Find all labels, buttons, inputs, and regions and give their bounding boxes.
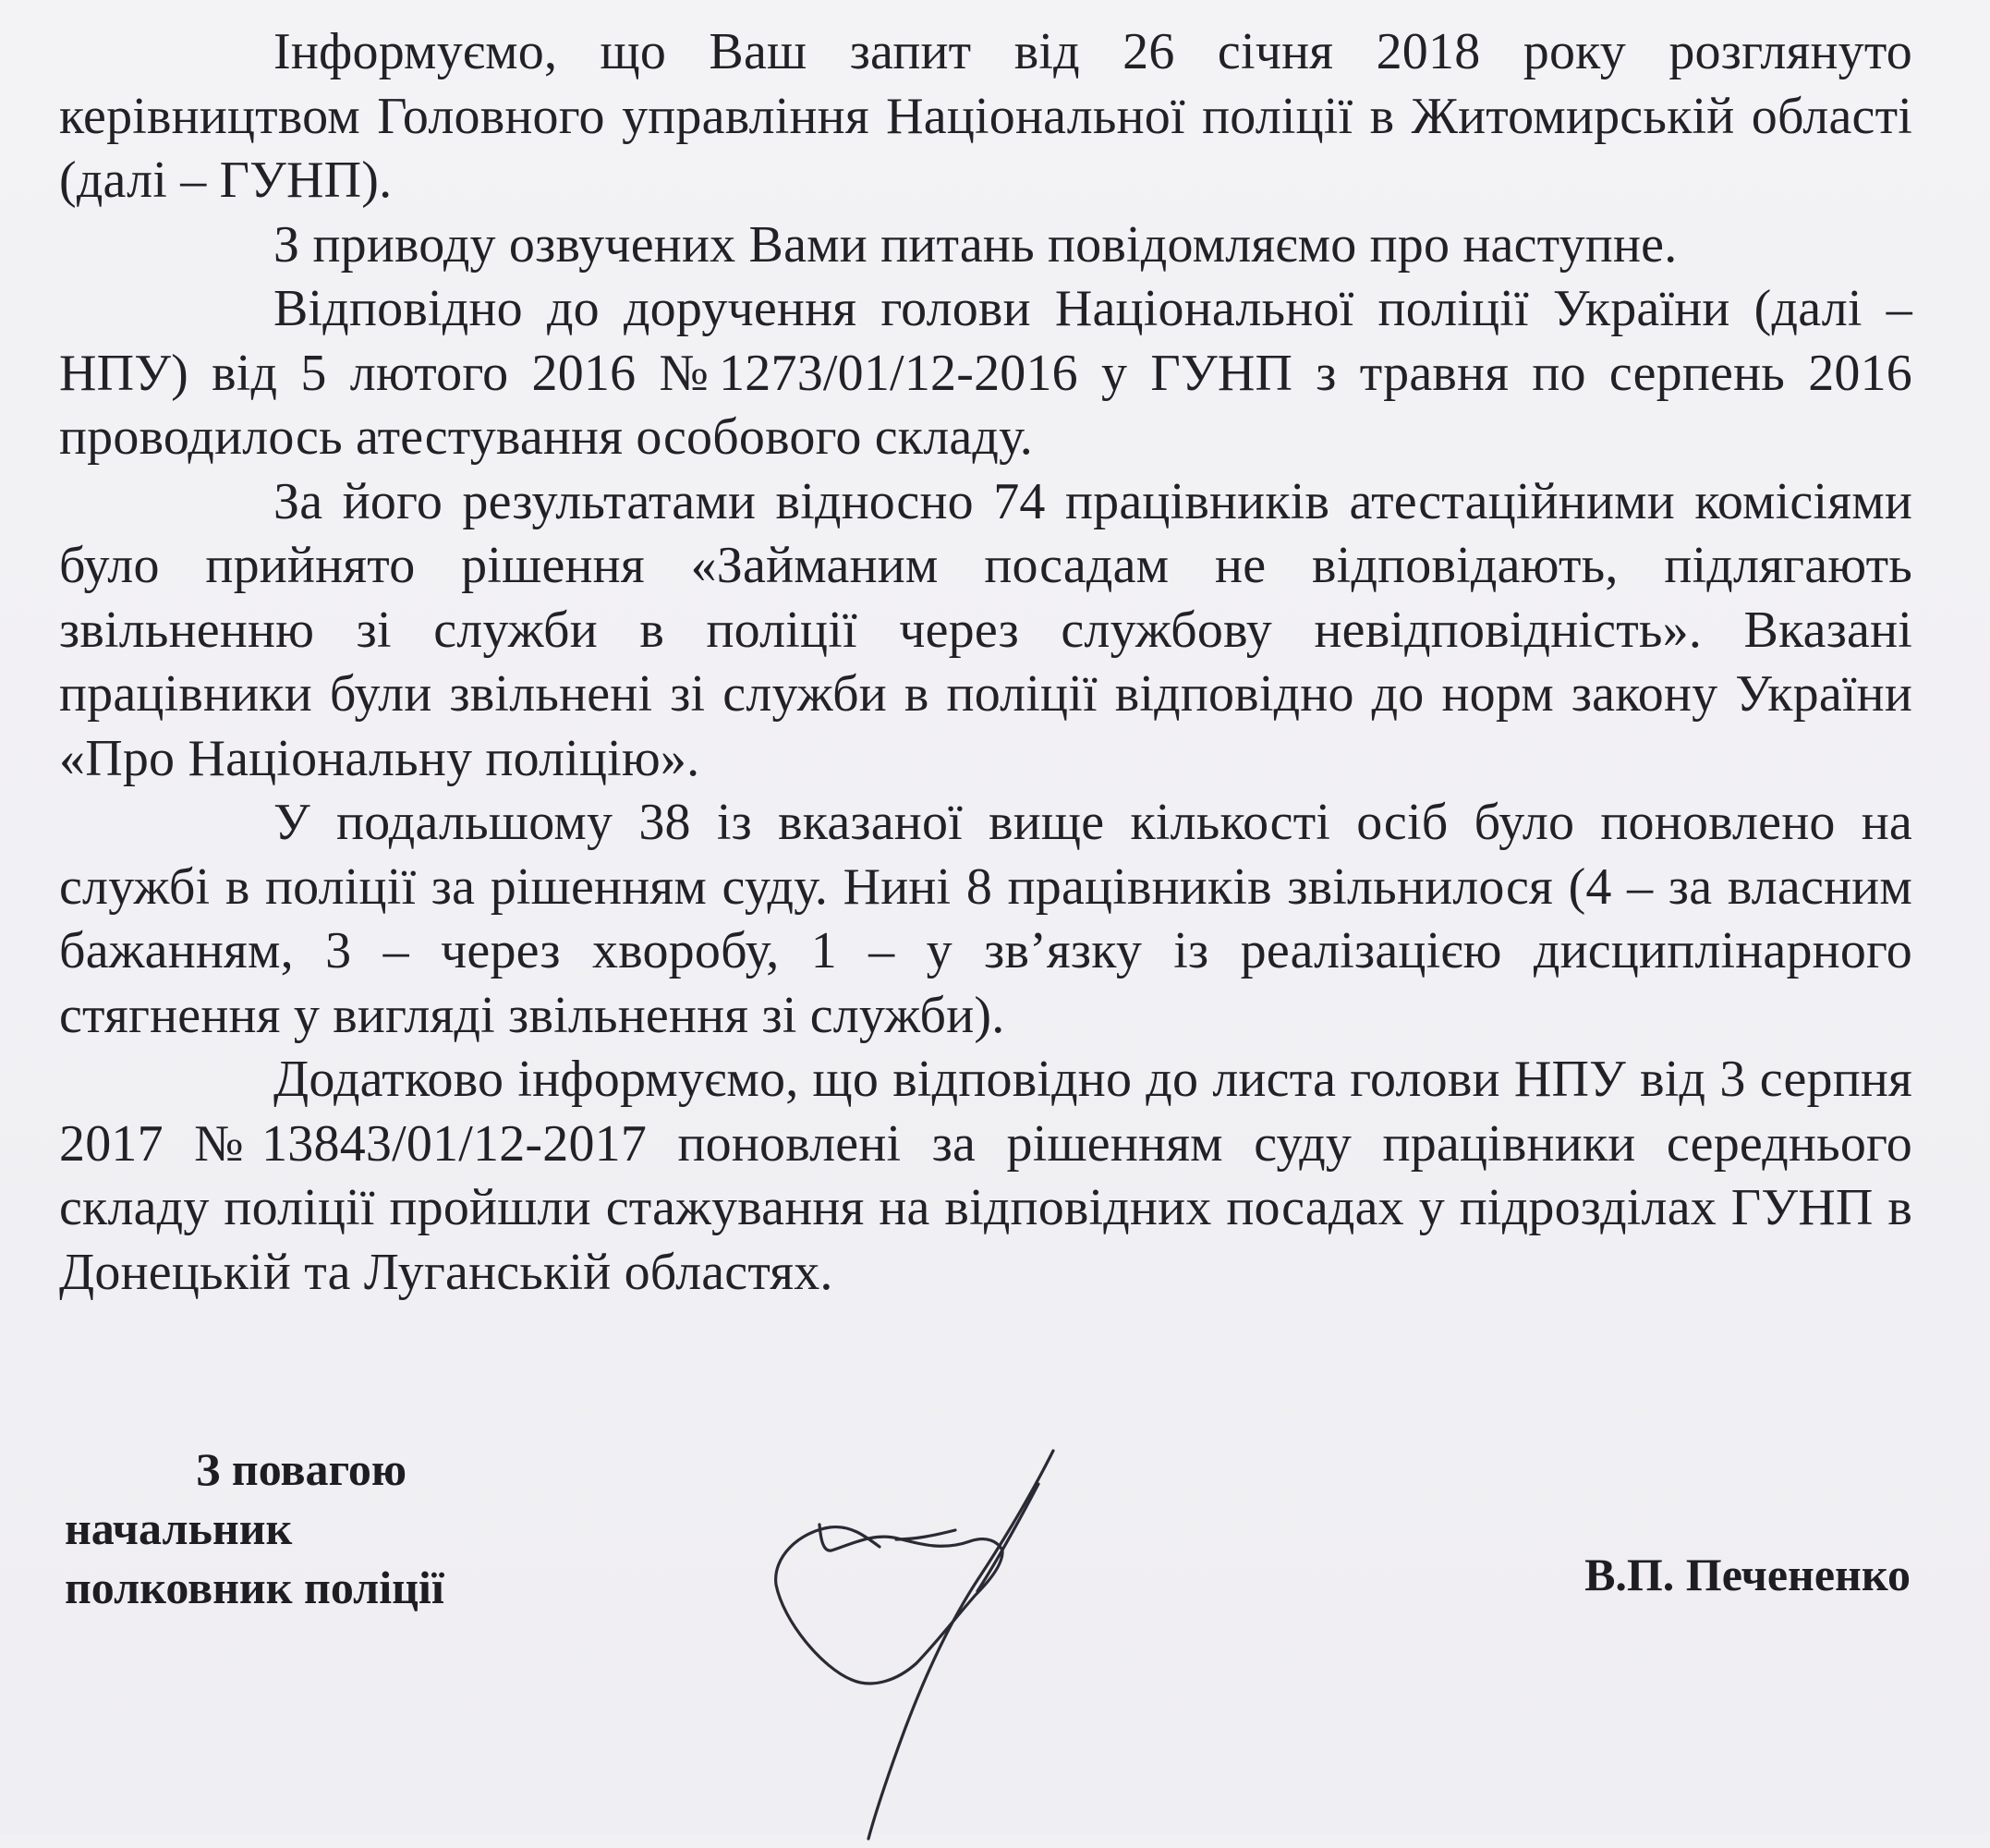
signer-position: начальник <box>65 1502 293 1554</box>
closing-block <box>65 1440 444 1617</box>
paragraph-3: Відповідно до доручення голови Національної поліції України (далі – НПУ) від 5 лютого 2016 №1273/01/12-2016 у ГУНП з травня по серпень 2016 проводилось атестування особового складу. <box>59 280 1912 466</box>
paragraph-2: З приводу озвучених Вами питань повідомляємо про наступне. <box>273 215 1678 274</box>
handwritten-signature <box>684 1432 1099 1848</box>
paragraph-6: Додатково інформуємо, що відповідно до листа голови НПУ від 3 серпня 2017 №13843/01/12-2017 поновлені за рішенням суду працівники середнього складу поліції пройшли стажування на відповідних посадах у підрозділах ГУНП в Донецькій та Луганській областях. <box>59 1051 1912 1301</box>
paragraph-4: За його результатами відносно 74 працівників атестаційними комісіями було прийнято рішення «Займаним посадам не відповідають, підлягають звільненню зі служби в поліції через службову невідповідність». Вказані працівники були звільнені зі служби в поліції відповідно до норм закону України «Про Національну поліцію». <box>59 472 1912 787</box>
letter-body <box>59 20 1912 1305</box>
signer-rank: полковник поліції <box>65 1562 444 1613</box>
paragraph-1: Інформуємо, що Ваш запит від 26 січня 2018 року розглянуто керівництвом Головного управління Національної поліції в Житомирській області (далі – ГУНП). <box>59 23 1912 209</box>
signer-name: В.П. Печененко <box>1584 1549 1911 1600</box>
closing-salutation: З повагою <box>196 1443 407 1495</box>
paragraph-5: У подальшому 38 із вказаної вище кількості осіб було поновлено на службі в поліції за рішенням суду. Нині 8 працівників звільнилося (4 – за власним бажанням, 3 – через хворобу, 1 – у зв’язку із реалізацією дисциплінарного стягнення у вигляді звільнення зі служби). <box>59 794 1912 1044</box>
